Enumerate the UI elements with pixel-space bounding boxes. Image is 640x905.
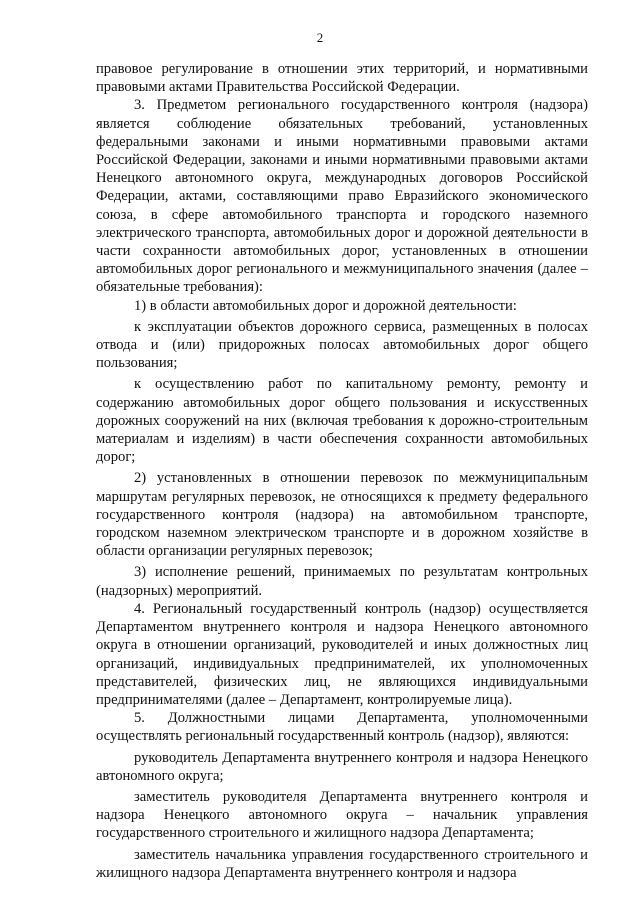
paragraph-official-head: руководитель Департамента внутреннего контроля и надзора Ненецкого автономного округа; xyxy=(96,749,588,784)
paragraph-item-4: 4. Региональный государственный контроль (надзор) осуществляется Департаментом внутреннего контроля и надзора Ненецкого автономного округа в отношении организаций, руководителей и иных должностных лиц организаций, индивидуальных предпринимателей, их уполномоченных представителей, физических лиц, не являющихся индивидуальными предпринимателями (далее – Департамент, контролируемые лица). xyxy=(96,600,588,708)
document-body xyxy=(96,60,588,882)
paragraph-continuation: правовое регулирование в отношении этих территорий, и нормативными правовыми актами Правительства Российской Федерации. xyxy=(96,61,588,96)
paragraph-road-service: к эксплуатации объектов дорожного сервиса, размещенных в полосах отвода и (или) придорожных полосах автомобильных дорог общего пользования; xyxy=(96,318,588,372)
paragraph-subitem-1: 1) в области автомобильных дорог и дорожной деятельности: xyxy=(134,297,517,314)
paragraph-item-5: 5. Должностными лицами Департамента, уполномоченными осуществлять региональный государственный контроль (надзор), являются: xyxy=(96,710,588,745)
paragraph-subitem-3: 3) исполнение решений, принимаемых по результатам контрольных (надзорных) мероприятий. xyxy=(96,564,588,599)
paragraph-subitem-2: 2) установленных в отношении перевозок по межмуниципальным маршрутам регулярных перевозок, не относящихся к предмету федерального государственного контроля (надзора) на автомобильном транспорте, городском наземном электрическом транспорте и в дорожном хозяйстве в области организации регулярных перевозок; xyxy=(96,470,588,560)
paragraph-item-3: 3. Предметом регионального государственного контроля (надзора) является соблюдение обязательных требований, установленных федеральными законами и иными нормативными правовыми актами Российской Федерации, законами и иными нормативными правовыми актами Ненецкого автономного округа, международных договоров Российской Федерации, актами, составляющими право Евразийского экономического союза, в сфере автомобильного транспорта и городского наземного электрического транспорта, автомобильных дорог и дорожной деятельности в части сохранности автомобильных дорог, установленных в отношении автомобильных дорог регионального и межмуниципального значения (далее – обязательные требования): xyxy=(96,97,588,296)
paragraph-road-repair: к осуществлению работ по капитальному ремонту, ремонту и содержанию автомобильных дорог общего пользования и искусственных дорожных сооружений на них (включая требования к дорожно-строительным материалам и изделиям) в части обеспечения сохранности автомобильных дорог; xyxy=(96,376,588,466)
page-number: 2 xyxy=(316,30,324,45)
paragraph-official-deputy: заместитель руководителя Департамента внутреннего контроля и надзора Ненецкого автономного округа – начальник управления государственного строительного и жилищного надзора Департамента; xyxy=(96,788,588,842)
paragraph-official-deputy-chief: заместитель начальника управления государственного строительного и жилищного надзора Департамента внутреннего контроля и надзора xyxy=(96,846,588,881)
